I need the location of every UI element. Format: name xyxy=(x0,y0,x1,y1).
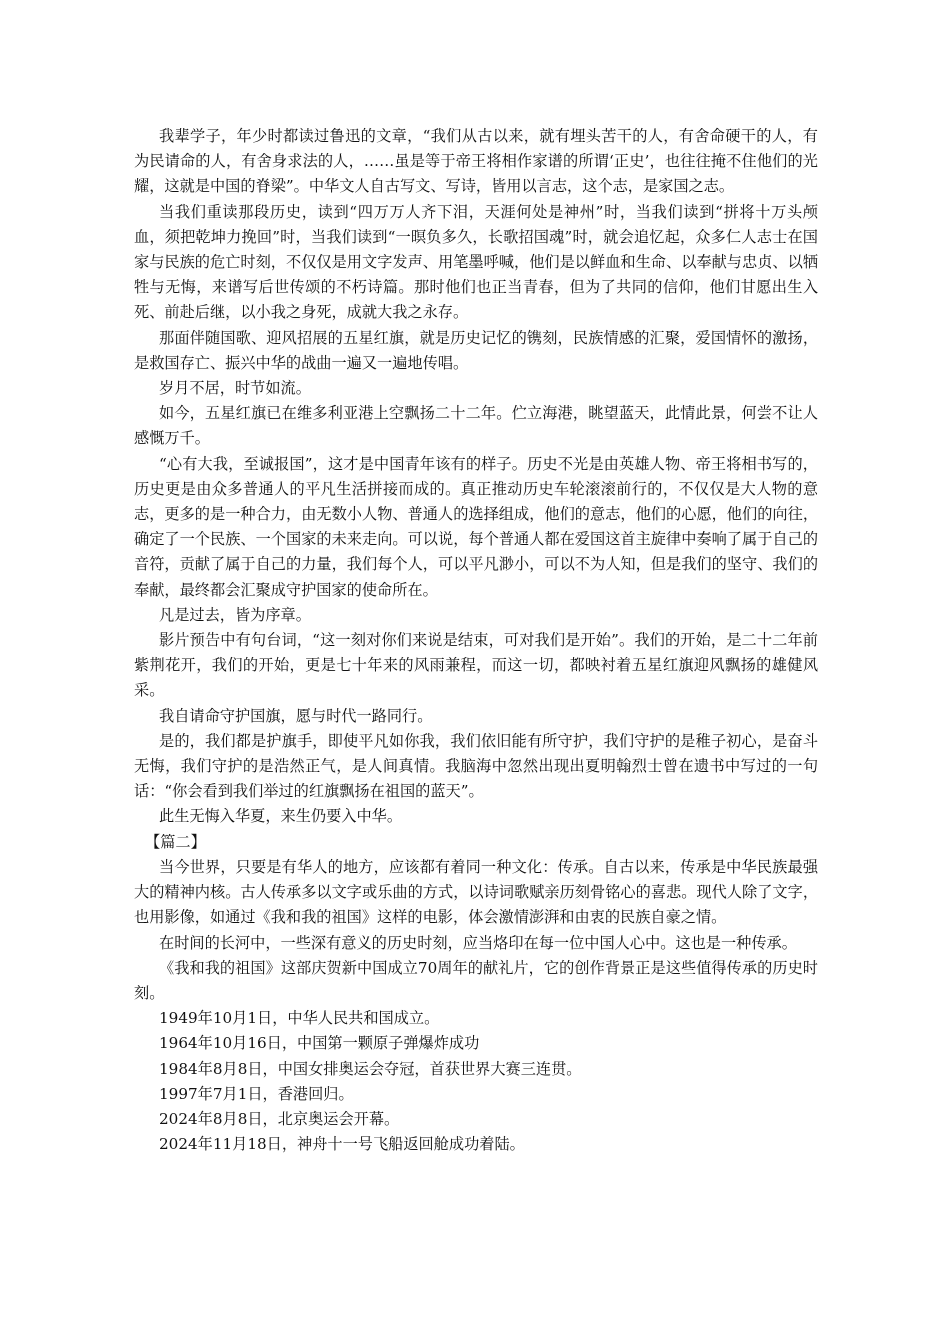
paragraph: 是的，我们都是护旗手，即使平凡如你我，我们依旧能有所守护，我们守护的是稚子初心，是奋斗无悔，我们守护的是浩然正气，是人间真情。我脑海中忽然出现出夏明翰烈士曾在遗书中写过的一句话：“你会看到我们举过的红旗飘扬在祖国的蓝天”。 xyxy=(134,731,818,801)
paragraph: 此生无悔入华夏，来生仍要入中华。 xyxy=(159,807,402,826)
timeline-item: 2024年11月18日，神舟十一号飞船返回舱成功着陆。 xyxy=(159,1135,525,1154)
timeline-item: 1997年7月1日，香港回归。 xyxy=(159,1084,354,1103)
paragraph: 《我和我的祖国》这部庆贺新中国成立70周年的献礼片，它的创作背景正是这些值得传承的历史时刻。 xyxy=(134,958,818,1002)
paragraph: 我辈学子，年少时都读过鲁迅的文章，“我们从古以来，就有埋头苦干的人，有舍命硬干的人，有为民请命的人，有舍身求法的人，……虽是等于帝王将相作家谱的所谓‘正史’，也往往掩不住他们的光耀，这就是中国的脊梁”。中华文人自古写文、写诗，皆用以言志，这个志，是家国之志。 xyxy=(134,127,818,196)
paragraph: 当今世界，只要是有华人的地方，应该都有着同一种文化：传承。自古以来，传承是中华民族最强大的精神内核。古人传承多以文字或乐曲的方式，以诗词歌赋亲历刻骨铭心的喜悲。现代人除了文字，也用影像，如通过《我和我的祖国》这样的电影，体会激情澎湃和由衷的民族自豪之情。 xyxy=(134,857,818,927)
section-title: 【篇二】 xyxy=(145,832,206,851)
paragraph: 如今，五星红旗已在维多利亚港上空飘扬二十二年。伫立海港，眺望蓝天，此情此景，何尝不让人感慨万千。 xyxy=(134,404,818,448)
timeline-item: 1964年10月16日，中国第一颗原子弹爆炸成功 xyxy=(159,1034,480,1053)
document-body xyxy=(134,124,818,1157)
paragraph: “心有大我，至诚报国”，这才是中国青年该有的样子。历史不光是由英雄人物、帝王将相书写的，历史更是由众多普通人的平凡生活拼接而成的。真正推动历史车轮滚滚前行的，不仅仅是大人物的意志，更多的是一种合力，由无数小人物、普通人的选择组成，他们的意志，他们的心愿，他们的向往，确定了一个民族、一个国家的未来走向。可以说，每个普通人都在爱国这首主旋律中奏响了属于自己的音符，贡献了属于自己的力量，我们每个人，可以平凡渺小，可以不为人知，但是我们的坚守、我们的奉献，最终都会汇聚成守护国家的使命所在。 xyxy=(134,454,818,599)
paragraph: 岁月不居，时节如流。 xyxy=(159,379,311,398)
paragraph: 我自请命守护国旗，愿与时代一路同行。 xyxy=(159,706,433,725)
timeline-item: 1949年10月1日，中华人民共和国成立。 xyxy=(159,1009,440,1028)
paragraph: 凡是过去，皆为序章。 xyxy=(159,605,311,624)
paragraph: 影片预告中有句台词，“这一刻对你们来说是结束，可对我们是开始”。我们的开始，是二十二年前紫荆花开，我们的开始，更是七十年来的风雨兼程，而这一切，都映衬着五星红旗迎风飘扬的雄健风采。 xyxy=(134,631,818,700)
timeline-item: 1984年8月8日，中国女排奥运会夺冠，首获世界大赛三连贯。 xyxy=(159,1059,582,1078)
paragraph: 那面伴随国歌、迎风招展的五星红旗，就是历史记忆的镌刻，民族情感的汇聚，爱国情怀的激扬，是救国存亡、振兴中华的战曲一遍又一遍地传唱。 xyxy=(134,328,818,372)
paragraph: 当我们重读那段历史，读到“四万万人齐下泪，天涯何处是神州”时，当我们读到“拼将十万头颅血，须把乾坤力挽回”时，当我们读到“一暝负多久，长歌招国魂”时，就会追忆起，众多仁人志士在国家与民族的危亡时刻，不仅仅是用文字发声、用笔墨呼喊，他们是以鲜血和生命、以奉献与忠贞、以牺牲与无悔，来谱写后世传颂的不朽诗篇。那时他们也正当青春，但为了共同的信仰，他们甘愿出生入死、前赴后继，以小我之身死，成就大我之永存。 xyxy=(134,202,818,322)
timeline-item: 2024年8月8日，北京奥运会开幕。 xyxy=(159,1109,400,1128)
paragraph: 在时间的长河中，一些深有意义的历史时刻，应当烙印在每一位中国人心中。这也是一种传承。 xyxy=(159,933,797,952)
